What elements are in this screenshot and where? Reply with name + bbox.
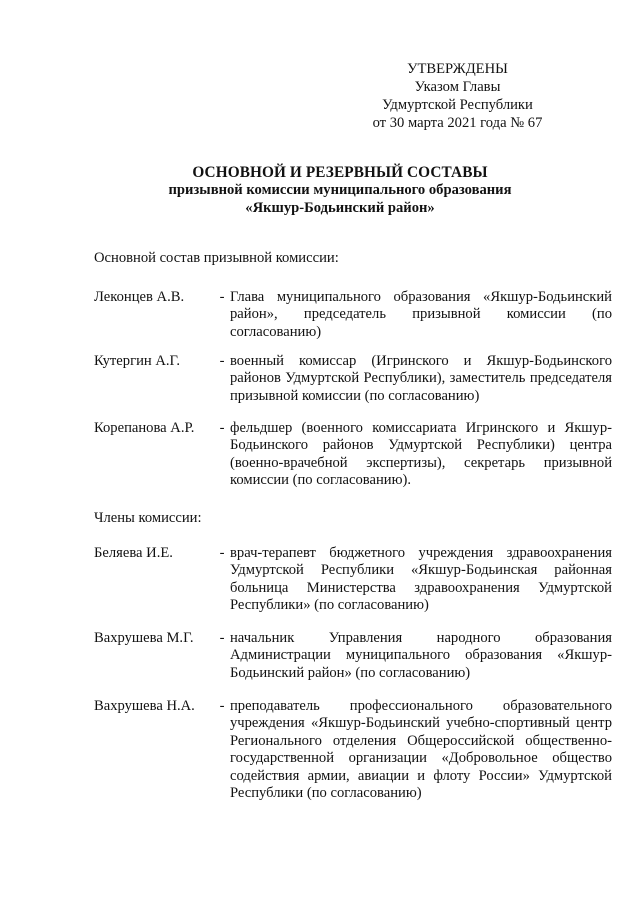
member-name: Вахрушева М.Г. — [94, 630, 194, 646]
member-name: Кутергин А.Г. — [94, 353, 180, 369]
title-subtitle-1: призывной комиссии муниципального образования — [168, 182, 512, 198]
member-description: фельдшер (военного комиссариата Игринского и Якшур-Бодьинского районов Удмуртской Республики) центра (военно-врачебной экспертизы), секретарь призывной комиссии (по согласованию). — [230, 420, 612, 489]
member-description: военный комиссар (Игринского и Якшур-Бодьинского районов Удмуртской Республики), заместитель председателя призывной комиссии (по согласованию) — [230, 353, 612, 404]
member-description: преподаватель профессионального образовательного учреждения «Якшур-Бодьинский учебно-спортивный центр Регионального отделения Общероссийской общественно-государственной организации «Добровольное общество содействия армии, авиации и флоту России» Удмуртской Республики (по согласованию) — [230, 698, 612, 802]
approval-line-date: от 30 марта 2021 года № 67 — [372, 115, 543, 131]
member-dash: - — [219, 353, 225, 369]
title-subtitle-2: «Якшур-Бодьинский район» — [245, 199, 435, 216]
member-name: Леконцев А.В. — [94, 289, 185, 305]
member-description: Глава муниципального образования «Якшур-Бодьинский район», председатель призывной комиссии (по согласованию) — [230, 289, 612, 340]
approval-line-decree: Указом Главы — [414, 79, 501, 95]
members-section-heading: Члены комиссии: — [94, 510, 202, 526]
member-description: врач-терапевт бюджетного учреждения здравоохранения Удмуртской Республики «Якшур-Бодьинская районная больница Министерства здравоохранения Удмуртской Республики» (по согласованию) — [230, 545, 612, 614]
title-main: ОСНОВНОЙ И РЕЗЕРВНЫЙ СОСТАВЫ — [192, 164, 488, 181]
member-dash: - — [219, 289, 225, 305]
approval-line-approved: УТВЕРЖДЕНЫ — [407, 61, 508, 77]
member-dash: - — [219, 545, 225, 561]
member-name: Беляева И.Е. — [94, 545, 173, 561]
member-dash: - — [219, 420, 225, 436]
member-dash: - — [219, 630, 225, 646]
member-description: начальник Управления народного образования Администрации муниципального образования «Якшур-Бодьинский район» (по согласованию) — [230, 630, 612, 681]
member-name: Корепанова А.Р. — [94, 420, 195, 436]
main-section-heading: Основной состав призывной комиссии: — [94, 250, 339, 266]
member-name: Вахрушева Н.А. — [94, 698, 195, 714]
document-title — [60, 163, 620, 217]
member-dash: - — [219, 698, 225, 714]
approval-stamp — [330, 60, 585, 132]
approval-line-republic: Удмуртской Республики — [382, 97, 533, 113]
